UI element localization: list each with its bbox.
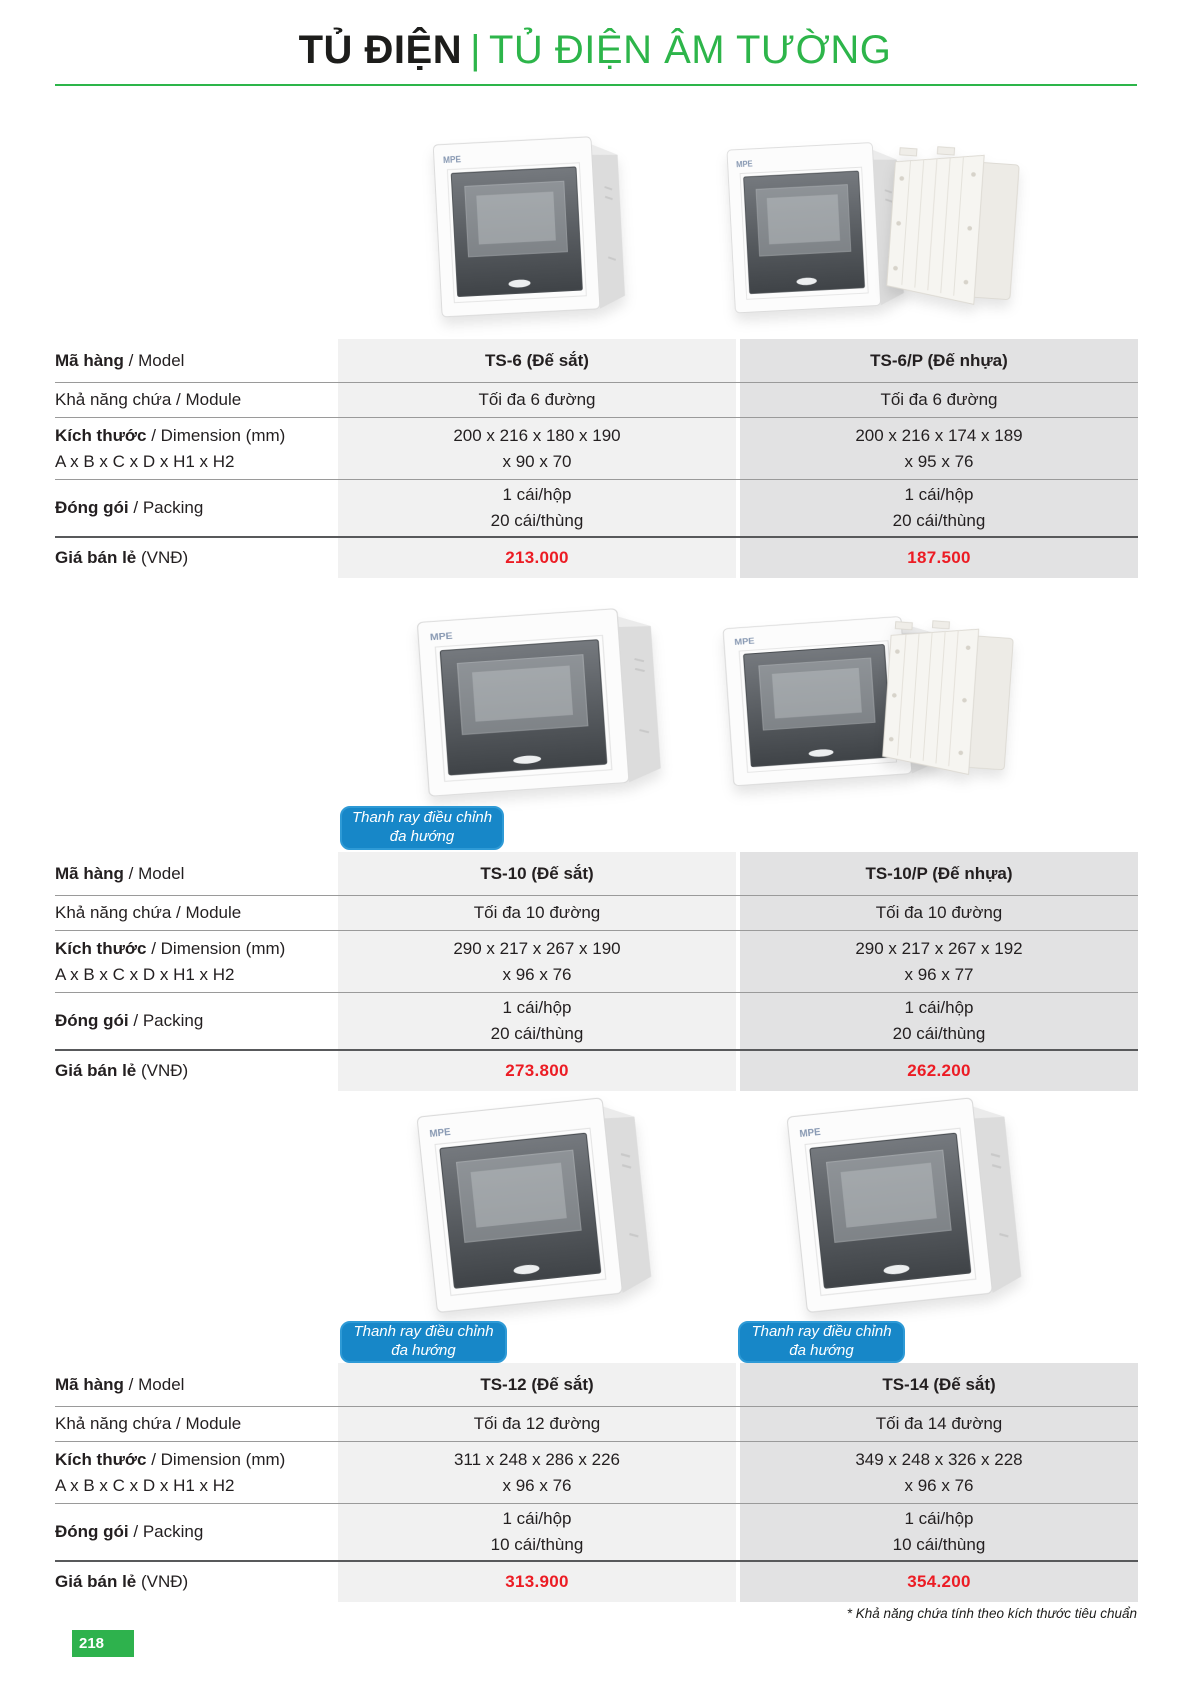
table-row-module [55, 383, 1138, 418]
row-label-model: Mã hàng / Model [55, 852, 338, 895]
row-label-packing: Đóng gói / Packing [55, 993, 338, 1049]
retail-price: 313.900 [338, 1562, 736, 1602]
packing-value: 1 cái/hộp 20 cái/thùng [338, 480, 736, 536]
table-row-price [55, 1049, 1138, 1091]
retail-price: 273.800 [338, 1051, 736, 1091]
product-image-ts-10 [410, 597, 678, 802]
dimension-value: 290 x 217 x 267 x 192 x 96 x 77 [736, 931, 1138, 992]
row-label-model: Mã hàng / Model [55, 1363, 338, 1406]
table-row-model [55, 852, 1138, 896]
row-label-price: Giá bán lẻ (VNĐ) [55, 1051, 338, 1091]
row-label-packing: Đóng gói / Packing [55, 480, 338, 536]
row-label-module: Khả năng chứa / Module [55, 383, 338, 417]
module-value: Tối đa 10 đường [338, 896, 736, 930]
module-value: Tối đa 12 đường [338, 1407, 736, 1441]
page-number-badge: 218 [72, 1630, 134, 1657]
spec-table-ts12-ts14 [55, 1363, 1138, 1602]
table-row-price [55, 1560, 1138, 1602]
multi-direction-rail-badge: Thanh ray điều chỉnh đa hướng [340, 806, 504, 850]
row-label-dimension: Kích thước / Dimension (mm) A x B x C x D x H1 x H2 [55, 418, 338, 479]
table-row-packing [55, 480, 1138, 536]
row-label-module: Khả năng chứa / Module [55, 896, 338, 930]
product-images-section-3 [0, 1086, 1190, 1322]
packing-value: 1 cái/hộp 10 cái/thùng [736, 1504, 1138, 1560]
dimension-value: 311 x 248 x 286 x 226 x 96 x 76 [338, 1442, 736, 1503]
dimension-value: 200 x 216 x 180 x 190 x 90 x 70 [338, 418, 736, 479]
title-separator: | [470, 28, 481, 72]
table-row-dimension [55, 1442, 1138, 1504]
packing-value: 1 cái/hộp 10 cái/thùng [338, 1504, 736, 1560]
retail-price: 354.200 [736, 1562, 1138, 1602]
module-value: Tối đa 6 đường [736, 383, 1138, 417]
product-image-ts-12 [410, 1084, 669, 1320]
retail-price: 213.000 [338, 538, 736, 578]
retail-price: 187.500 [736, 538, 1138, 578]
dimension-value: 349 x 248 x 326 x 228 x 96 x 76 [736, 1442, 1138, 1503]
model-name: TS-10 (Đế sắt) [338, 852, 736, 895]
page-title-subcategory: TỦ ĐIỆN ÂM TƯỜNG [488, 28, 892, 72]
row-label-packing: Đóng gói / Packing [55, 1504, 338, 1560]
module-value: Tối đa 6 đường [338, 383, 736, 417]
row-label-dimension: Kích thước / Dimension (mm) A x B x C x D x H1 x H2 [55, 931, 338, 992]
table-row-module [55, 1407, 1138, 1442]
product-image-ts-10p-base [867, 615, 1026, 783]
table-row-packing [55, 993, 1138, 1049]
model-name: TS-14 (Đế sắt) [736, 1363, 1138, 1406]
multi-direction-rail-badge: Thanh ray điều chỉnh đa hướng [340, 1321, 507, 1363]
packing-value: 1 cái/hộp 20 cái/thùng [338, 993, 736, 1049]
page-title [0, 28, 1190, 73]
model-name: TS-6/P (Đế nhựa) [736, 339, 1138, 382]
table-row-price [55, 536, 1138, 578]
spec-table-ts6 [55, 339, 1138, 578]
table-row-model [55, 1363, 1138, 1407]
table-row-module [55, 896, 1138, 931]
product-image-ts-14 [780, 1084, 1039, 1320]
packing-value: 1 cái/hộp 20 cái/thùng [736, 993, 1138, 1049]
product-image-ts-6p-base [871, 141, 1032, 313]
product-images-section-1 [0, 110, 1190, 338]
retail-price: 262.200 [736, 1051, 1138, 1091]
model-name: TS-10/P (Đế nhựa) [736, 852, 1138, 895]
row-label-model: Mã hàng / Model [55, 339, 338, 382]
product-image-ts-6 [427, 127, 638, 323]
dimension-value: 290 x 217 x 267 x 190 x 96 x 76 [338, 931, 736, 992]
spec-table-ts10 [55, 852, 1138, 1091]
table-row-packing [55, 1504, 1138, 1560]
dimension-value: 200 x 216 x 174 x 189 x 95 x 76 [736, 418, 1138, 479]
page-title-category: TỦ ĐIỆN [298, 28, 463, 72]
table-row-dimension [55, 931, 1138, 993]
model-name: TS-12 (Đế sắt) [338, 1363, 736, 1406]
multi-direction-rail-badge: Thanh ray điều chỉnh đa hướng [738, 1321, 905, 1363]
model-name: TS-6 (Đế sắt) [338, 339, 736, 382]
row-label-module: Khả năng chứa / Module [55, 1407, 338, 1441]
module-value: Tối đa 10 đường [736, 896, 1138, 930]
product-images-section-2 [0, 588, 1190, 852]
table-row-dimension [55, 418, 1138, 480]
header-underline [55, 84, 1137, 86]
module-value: Tối đa 14 đường [736, 1407, 1138, 1441]
table-row-model [55, 339, 1138, 383]
row-label-dimension: Kích thước / Dimension (mm) A x B x C x D x H1 x H2 [55, 1442, 338, 1503]
row-label-price: Giá bán lẻ (VNĐ) [55, 538, 338, 578]
row-label-price: Giá bán lẻ (VNĐ) [55, 1562, 338, 1602]
footnote: * Khả năng chứa tính theo kích thước tiêu chuẩn [846, 1606, 1137, 1621]
packing-value: 1 cái/hộp 20 cái/thùng [736, 480, 1138, 536]
